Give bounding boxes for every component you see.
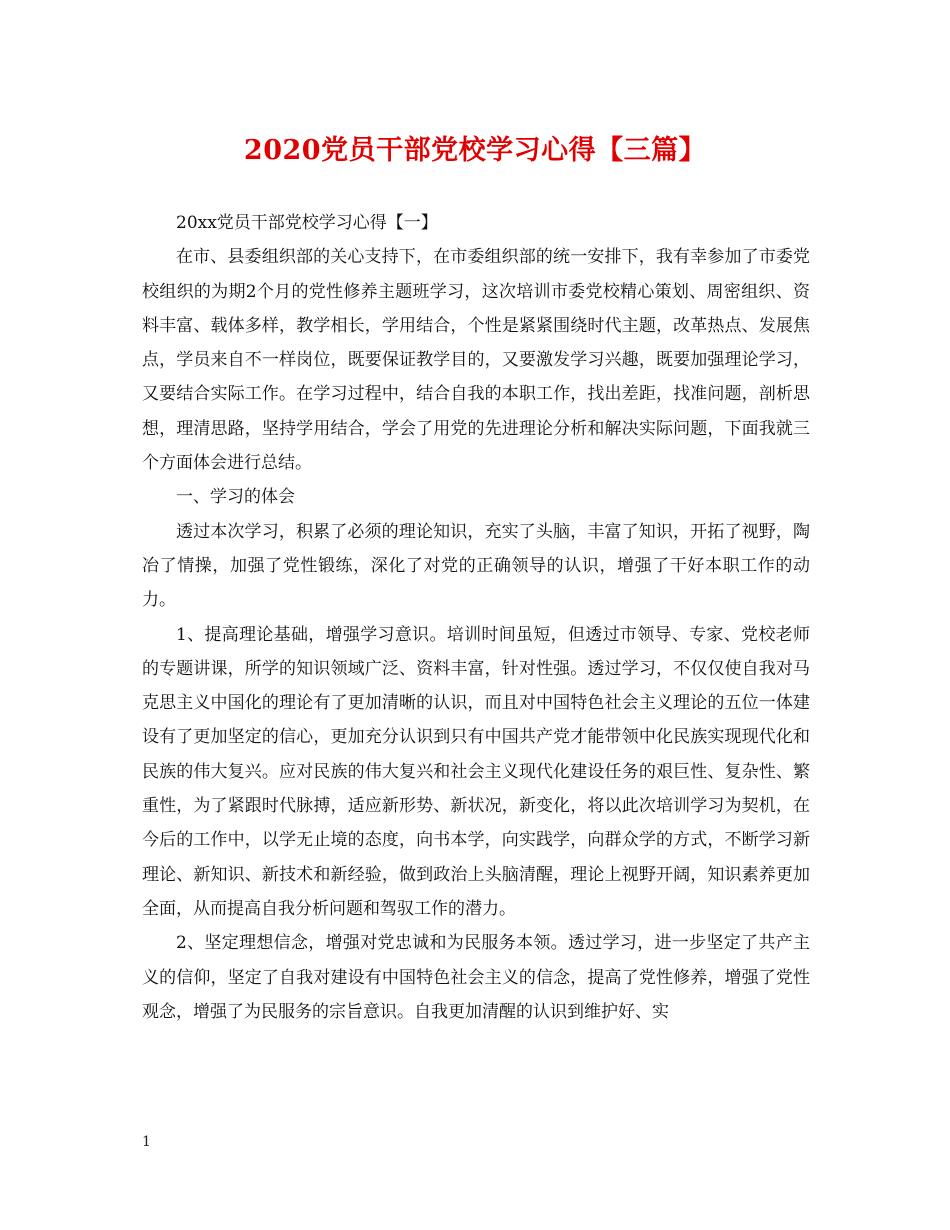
paragraph-intro: 在市、县委组织部的关心支持下，在市委组织部的统一安排下，我有幸参加了市委党校组织的为期2个月的党性修养主题班学习，这次培训市委党校精心策划、周密组织、资料丰富、载体多样，教学相长，学用结合，个性是紧紧围绕时代主题，改革热点、发展焦点，学员来自不一样岗位，既要保证教学目的，又要激发学习兴趣，既要加强理论学习，又要结合实际工作。在学习过程中，结合自我的本职工作，找出差距，找准问题，剖析思想，理清思路，坚持学用结合，学会了用党的先进理论分析和解决实际问题，下面我就三个方面体会进行总结。 xyxy=(142,247,810,474)
document-title: 2020党员干部党校学习心得【三篇】 xyxy=(243,135,707,166)
section-heading-learning: 一、学习的体会 xyxy=(176,487,295,508)
paragraph-learning-summary: 透过本次学习，积累了必须的理论知识，充实了头脑，丰富了知识，开拓了视野，陶冶了情操，加强了党性锻练，深化了对党的正确领导的认识，增强了干好本职工作的动力。 xyxy=(142,521,810,611)
paragraph-point-2: 2、坚定理想信念，增强对党忠诚和为民服务本领。透过学习，进一步坚定了共产主义的信仰，坚定了自我对建设有中国特色社会主义的信念，提高了党性修养，增强了党性观念，增强了为民服务的宗旨意识。自我更加清醒的认识到维护好、实 xyxy=(142,933,810,1022)
paragraph-point-1: 1、提高理论基础，增强学习意识。培训时间虽短，但透过市领导、专家、党校老师的专题讲课，所学的知识领域广泛、资料丰富，针对性强。透过学习，不仅仅使自我对马克思主义中国化的理论有了更加清晰的认识，而且对中国特色社会主义理论的五位一体建设有了更加坚定的信心，更加充分认识到只有中国共产党才能带领中化民族实现现代化和民族的伟大复兴。应对民族的伟大复兴和社会主义现代化建设任务的艰巨性、复杂性、繁重性，为了紧跟时代脉搏，适应新形势、新状况，新变化，将以此次培训学习为契机，在今后的工作中，以学无止境的态度，向书本学，向实践学，向群众学的方式，不断学习新理论、新知识、新技术和新经验，做到政治上头脑清醒，理论上视野开阔，知识素养更加全面，从而提高自我分析问题和驾驭工作的潜力。 xyxy=(142,624,810,919)
document-body xyxy=(142,206,810,1029)
section-heading-1: 20xx党员干部党校学习心得【一】 xyxy=(176,213,438,233)
page-number: 1 xyxy=(142,1134,151,1150)
